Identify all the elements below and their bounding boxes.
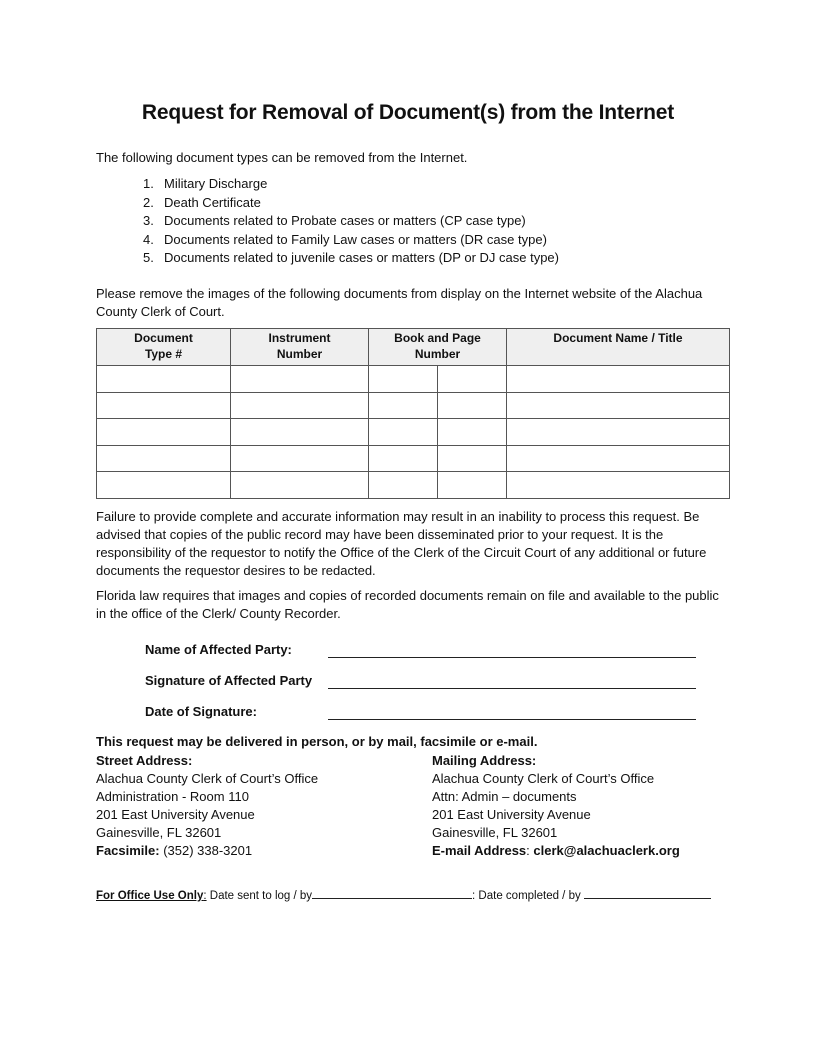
list-item: 3. Documents related to Probate cases or matters (CP case type) [143, 213, 526, 228]
table-row [97, 472, 730, 499]
doc-name-cell[interactable] [507, 445, 730, 472]
date-field-row [145, 704, 705, 724]
document-types-list [143, 175, 559, 268]
florida-law-paragraph: Florida law requires that images and copies of recorded documents remain on file and available to the public in the office of the Clerk/ County Recorder. [96, 588, 719, 621]
mailing-address-block: Mailing Address: Alachua County Clerk of Court’s Office Attn: Admin – documents 201 East University Avenue Gainesville, FL 32601 E-mail Address: clerk@alachuaclerk.org [432, 753, 680, 858]
email-link[interactable]: clerk@alachuaclerk.org [533, 843, 680, 858]
name-field-row [145, 642, 705, 662]
table-header-row [97, 329, 730, 366]
failure-paragraph: Failure to provide complete and accurate information may result in an inability to process this request. Be advised that copies of the public record may have been disseminated prior to your request. It is the responsibility of the requestor to notify the Office of the Clerk of the Circuit Court of any additional or future documents the requestor desires to be redacted. [96, 509, 707, 578]
page-title: Request for Removal of Document(s) from the Internet [141, 101, 675, 124]
table-row [97, 419, 730, 446]
request-paragraph: Please remove the images of the following documents from display on the Internet website of the Alachua County Clerk of Court. [96, 286, 703, 319]
book-cell[interactable] [369, 445, 438, 472]
header-book-page: Book and Page Number [369, 329, 507, 366]
office-use-row: For Office Use Only: Date sent to log / by : Date completed / by [96, 887, 711, 902]
header-document-type: Document Type # [97, 329, 231, 366]
doc-type-cell[interactable] [97, 445, 231, 472]
name-label: Name of Affected Party: [145, 642, 292, 657]
header-instrument-number: Instrument Number [231, 329, 369, 366]
office-use-label: For Office Use Only [96, 890, 204, 902]
instrument-cell[interactable] [231, 419, 369, 446]
date-label: Date of Signature: [145, 704, 257, 719]
header-document-name: Document Name / Title [507, 329, 730, 366]
book-cell[interactable] [369, 366, 438, 393]
documents-table [96, 328, 730, 499]
date-input-line[interactable] [328, 719, 696, 720]
list-item: 5. Documents related to juvenile cases or matters (DP or DJ case type) [143, 250, 559, 265]
page-cell[interactable] [438, 472, 507, 499]
book-cell[interactable] [369, 392, 438, 419]
delivery-note: This request may be delivered in person, or by mail, facsimile or e-mail. [96, 734, 538, 749]
instrument-cell[interactable] [231, 392, 369, 419]
list-item: 1. Military Discharge [143, 176, 268, 191]
doc-name-cell[interactable] [507, 392, 730, 419]
street-address-block: Street Address: Alachua County Clerk of Court’s Office Administration - Room 110 201 East University Avenue Gainesville, FL 32601 Facsimile: (352) 338-3201 [96, 753, 319, 858]
signature-field-row [145, 673, 705, 693]
page-cell[interactable] [438, 445, 507, 472]
list-item: 4. Documents related to Family Law cases or matters (DR case type) [143, 231, 547, 247]
table-row [97, 445, 730, 472]
instrument-cell[interactable] [231, 445, 369, 472]
table-row [97, 392, 730, 419]
table-row [97, 366, 730, 393]
instrument-cell[interactable] [231, 366, 369, 393]
doc-type-cell[interactable] [97, 392, 231, 419]
instrument-cell[interactable] [231, 472, 369, 499]
book-cell[interactable] [369, 472, 438, 499]
fax-line: Facsimile: (352) 338-3201 [96, 843, 253, 858]
doc-type-cell[interactable] [97, 419, 231, 446]
book-cell[interactable] [369, 419, 438, 446]
doc-name-cell[interactable] [507, 366, 730, 393]
doc-name-cell[interactable] [507, 419, 730, 446]
doc-type-cell[interactable] [97, 472, 231, 499]
doc-type-cell[interactable] [97, 366, 231, 393]
page-cell[interactable] [438, 419, 507, 446]
street-address-heading: Street Address: [96, 753, 193, 768]
date-sent-line[interactable] [312, 887, 472, 899]
signature-input-line[interactable] [328, 688, 696, 689]
date-completed-line[interactable] [584, 887, 711, 899]
intro-text: The following document types can be removed from the Internet. [96, 150, 468, 165]
email-line: E-mail Address: clerk@alachuaclerk.org [432, 843, 680, 858]
signature-label: Signature of Affected Party [145, 673, 313, 688]
page-cell[interactable] [438, 392, 507, 419]
doc-name-cell[interactable] [507, 472, 730, 499]
name-input-line[interactable] [328, 657, 696, 658]
mailing-address-heading: Mailing Address: [432, 753, 537, 768]
page-cell[interactable] [438, 366, 507, 393]
list-item: 2. Death Certificate [143, 194, 261, 210]
